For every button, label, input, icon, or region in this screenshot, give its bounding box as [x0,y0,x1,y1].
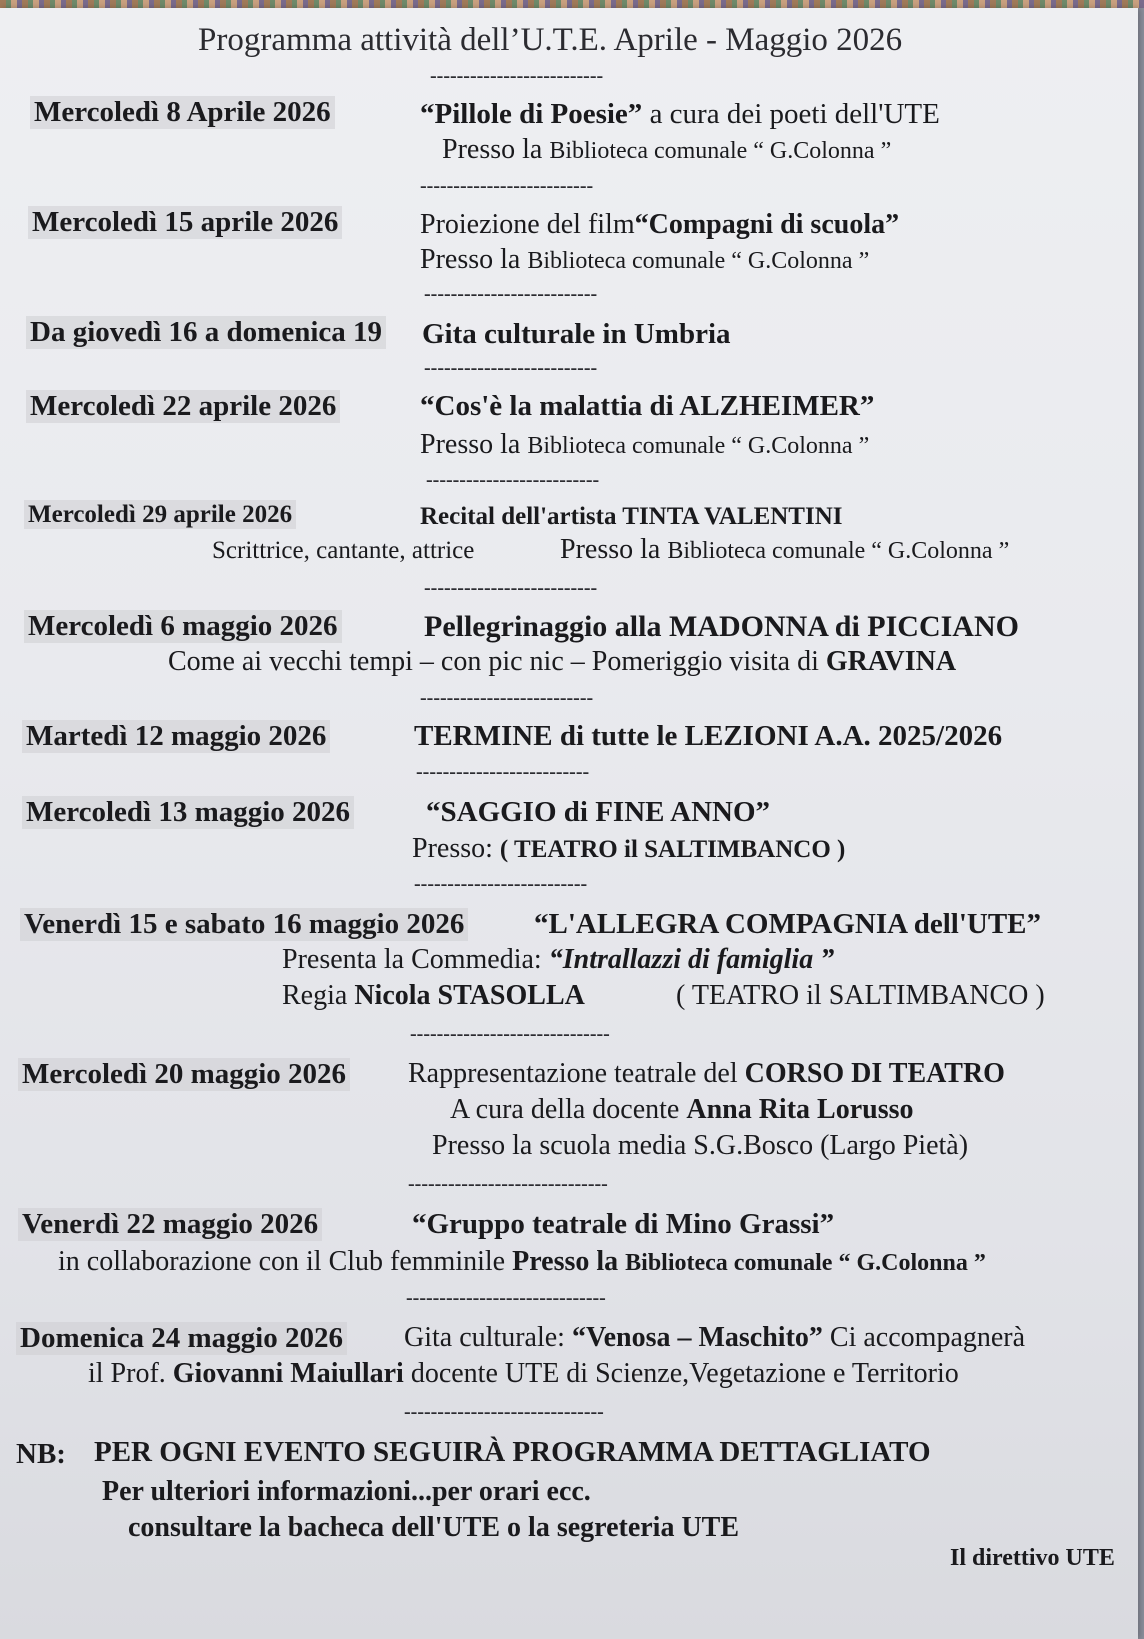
background-strip [0,0,1144,8]
separator: -------------------------- [420,687,594,709]
event-detail: Come ai vecchi tempi – con pic nic – Pomeriggio visita di GRAVINA [168,646,957,677]
event-title: Pellegrinaggio alla MADONNA di PICCIANO [424,610,1019,643]
event-date: Mercoledì 6 maggio 2026 [24,610,342,643]
separator: ------------------------------ [404,1401,604,1423]
event-location: Presso la Biblioteca comunale “ G.Colonna ” [442,134,892,165]
event-detail: il Prof. Giovanni Maiullari docente UTE di Scienze,Vegetazione e Territorio [88,1358,959,1389]
event-date: Mercoledì 29 aprile 2026 [24,500,296,529]
separator: -------------------------- [416,761,590,783]
event-date: Martedì 12 maggio 2026 [22,720,330,753]
event-location: ( TEATRO il SALTIMBANCO ) [676,980,1045,1011]
event-location: Presso la Biblioteca comunale “ G.Colonna ” [420,244,870,275]
event-title: “Cos'è la malattia di ALZHEIMER” [420,390,875,422]
separator: -------------------------- [424,357,598,379]
nb-line: PER OGNI EVENTO SEGUIRÀ PROGRAMMA DETTAGLIATO [94,1436,931,1468]
event-location: Presso la Biblioteca comunale “ G.Colonna ” [560,534,1010,565]
event-title: “Gruppo teatrale di Mino Grassi” [412,1208,835,1240]
event-title: “Pillole di Poesie” a cura dei poeti dell'UTE [420,98,940,130]
event-subtitle: Scrittrice, cantante, attrice [212,537,475,564]
event-title: Rappresentazione teatrale del CORSO DI TEATRO [408,1058,1005,1089]
separator: ------------------------------ [406,1287,606,1309]
separator: -------------------------- [414,873,588,895]
event-detail: Regia Nicola STASOLLA [282,980,585,1011]
nb-line: Per ulteriori informazioni...per orari ecc. [102,1476,591,1507]
event-title: TERMINE di tutte le LEZIONI A.A. 2025/2026 [414,720,1003,752]
event-title: “L'ALLEGRA COMPAGNIA dell'UTE” [534,908,1042,940]
event-date: Da giovedì 16 a domenica 19 [26,316,386,349]
event-detail: in collaborazione con il Club femminile Presso la Biblioteca comunale “ G.Colonna ” [58,1246,986,1277]
event-date: Mercoledì 13 maggio 2026 [22,796,354,829]
separator: ------------------------------ [408,1173,608,1195]
nb-line: consultare la bacheca dell'UTE o la segreteria UTE [128,1512,740,1543]
separator: ------------------------------ [410,1023,610,1045]
event-title: Gita culturale: “Venosa – Maschito” Ci accompagnerà [404,1322,1026,1353]
event-title: Gita culturale in Umbria [422,318,731,350]
event-location: Presso: ( TEATRO il SALTIMBANCO ) [412,833,846,864]
event-title: Recital dell'artista TINTA VALENTINI [420,503,843,530]
event-title: Proiezione del film“Compagni di scuola” [420,209,900,240]
separator: -------------------------- [424,577,598,599]
event-location: Presso la Biblioteca comunale “ G.Colonna ” [420,429,870,460]
page-title: Programma attività dell’U.T.E. Aprile - Maggio 2026 [198,22,903,58]
event-location: Presso la scuola media S.G.Bosco (Largo Pietà) [432,1130,969,1161]
nb-label: NB: [16,1438,66,1470]
event-date: Domenica 24 maggio 2026 [16,1322,347,1355]
event-date: Mercoledì 22 aprile 2026 [26,390,340,423]
event-detail: Presenta la Commedia: “Intrallazzi di famiglia ” [282,944,835,975]
event-date: Mercoledì 15 aprile 2026 [28,206,342,239]
separator: -------------------------- [424,283,598,305]
separator: -------------------------- [420,175,594,197]
event-title: “SAGGIO di FINE ANNO” [426,796,771,828]
event-detail: A cura della docente Anna Rita Lorusso [450,1094,914,1125]
separator: -------------------------- [426,469,600,491]
event-date: Venerdì 22 maggio 2026 [18,1208,322,1241]
separator: -------------------------- [430,65,604,87]
event-date: Venerdì 15 e sabato 16 maggio 2026 [20,908,468,941]
event-date: Mercoledì 8 Aprile 2026 [30,96,335,129]
signature: Il direttivo UTE [950,1545,1115,1571]
event-date: Mercoledì 20 maggio 2026 [18,1058,350,1091]
